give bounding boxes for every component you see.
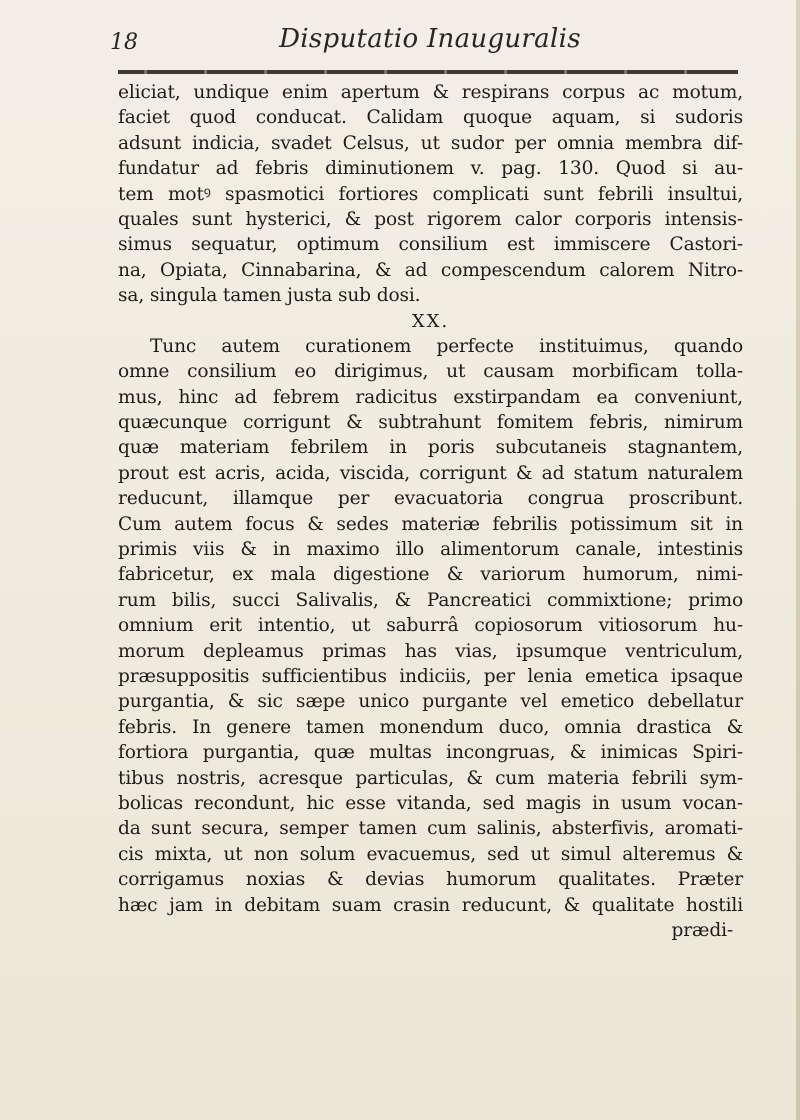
body-text (118, 80, 743, 943)
text-line: prout est acris, acida, viscida, corrigunt & ad statum naturalem (118, 462, 743, 484)
text-line: da sunt secura, semper tamen cum salinis, absterfivis, aromati- (118, 818, 743, 840)
text-line: præsuppositis sufficientibus indiciis, per lenia emetica ipsaque (118, 665, 743, 687)
text-line: primis viis & in maximo illo alimentorum canale, intestinis (118, 539, 743, 561)
text-line: corrigamus noxias & devias humorum qualitates. Præter (118, 869, 743, 891)
text-line: tibus nostris, acresque particulas, & cum materia febrili sym- (118, 767, 743, 789)
page-header (110, 22, 750, 62)
text-line: quæ materiam febrilem in poris subcutaneis stagnantem, (118, 437, 743, 459)
text-line: fabricetur, ex mala digestione & variorum humorum, nimi- (118, 564, 743, 586)
text-line: mus, hinc ad febrem radicitus exstirpandam ea conveniunt, (118, 386, 743, 408)
text-line: purgantia, & sic sæpe unico purgante vel emetico debellatur (118, 691, 743, 713)
text-line: reducunt, illamque per evacuatoria congrua proscribunt. (118, 488, 743, 510)
text-line: tem motꝰ spasmotici fortiores complicati sunt febrili insultui, (118, 183, 743, 205)
text-line: na, Opiata, Cinnabarina, & ad compescendum calorem Nitro- (118, 259, 743, 281)
catchword: prædi- (671, 919, 733, 941)
header-rule (118, 70, 738, 74)
text-line: fundatur ad febris diminutionem v. pag. 130. Quod si au- (118, 158, 743, 180)
text-line: omne consilium eo dirigimus, ut causam morbificam tolla- (118, 361, 743, 383)
page-edge (796, 0, 800, 1120)
running-title: Disputatio Inauguralis (279, 24, 581, 54)
text-line: Tunc autem curationem perfecte instituimus, quando (150, 335, 743, 357)
text-line: eliciat, undique enim apertum & respirans corpus ac motum, (118, 82, 743, 103)
section-number: XX. (411, 310, 450, 332)
text-line: fortiora purgantia, quæ multas incongruas, & inimicas Spiri- (118, 742, 743, 764)
text-line: Cum autem focus & sedes materiæ febrilis potissimum sit in (118, 513, 743, 535)
text-line: bolicas recondunt, hic esse vitanda, sed magis in usum vocan- (118, 792, 743, 814)
text-line: quæcunque corrigunt & subtrahunt fomitem febris, nimirum (118, 412, 743, 434)
text-line: hæc jam in debitam suam crasin reducunt, & qualitate hostili (118, 894, 743, 916)
text-line: morum depleamus primas has vias, ipsumque ventriculum, (118, 640, 743, 662)
text-line: quales sunt hysterici, & post rigorem calor corporis intensis- (118, 208, 743, 230)
text-line: omnium erit intentio, ut saburrâ copiosorum vitiosorum hu- (118, 615, 743, 637)
text-line: cis mixta, ut non solum evacuemus, sed ut simul alteremus & (118, 843, 743, 865)
text-line: sa, singula tamen justa sub dosi. (118, 285, 421, 307)
text-line: simus sequatur, optimum consilium est immiscere Castori- (118, 234, 743, 256)
page-number: 18 (110, 30, 138, 55)
text-line: rum bilis, succi Salivalis, & Pancreatici commixtione; primo (118, 589, 743, 611)
text-line: febris. In genere tamen monendum duco, omnia drastica & (118, 716, 743, 738)
text-line: adsunt indicia, svadet Celsus, ut sudor per omnia membra dif- (118, 132, 743, 154)
text-line: faciet quod conducat. Calidam quoque aquam, si sudoris (118, 107, 743, 129)
